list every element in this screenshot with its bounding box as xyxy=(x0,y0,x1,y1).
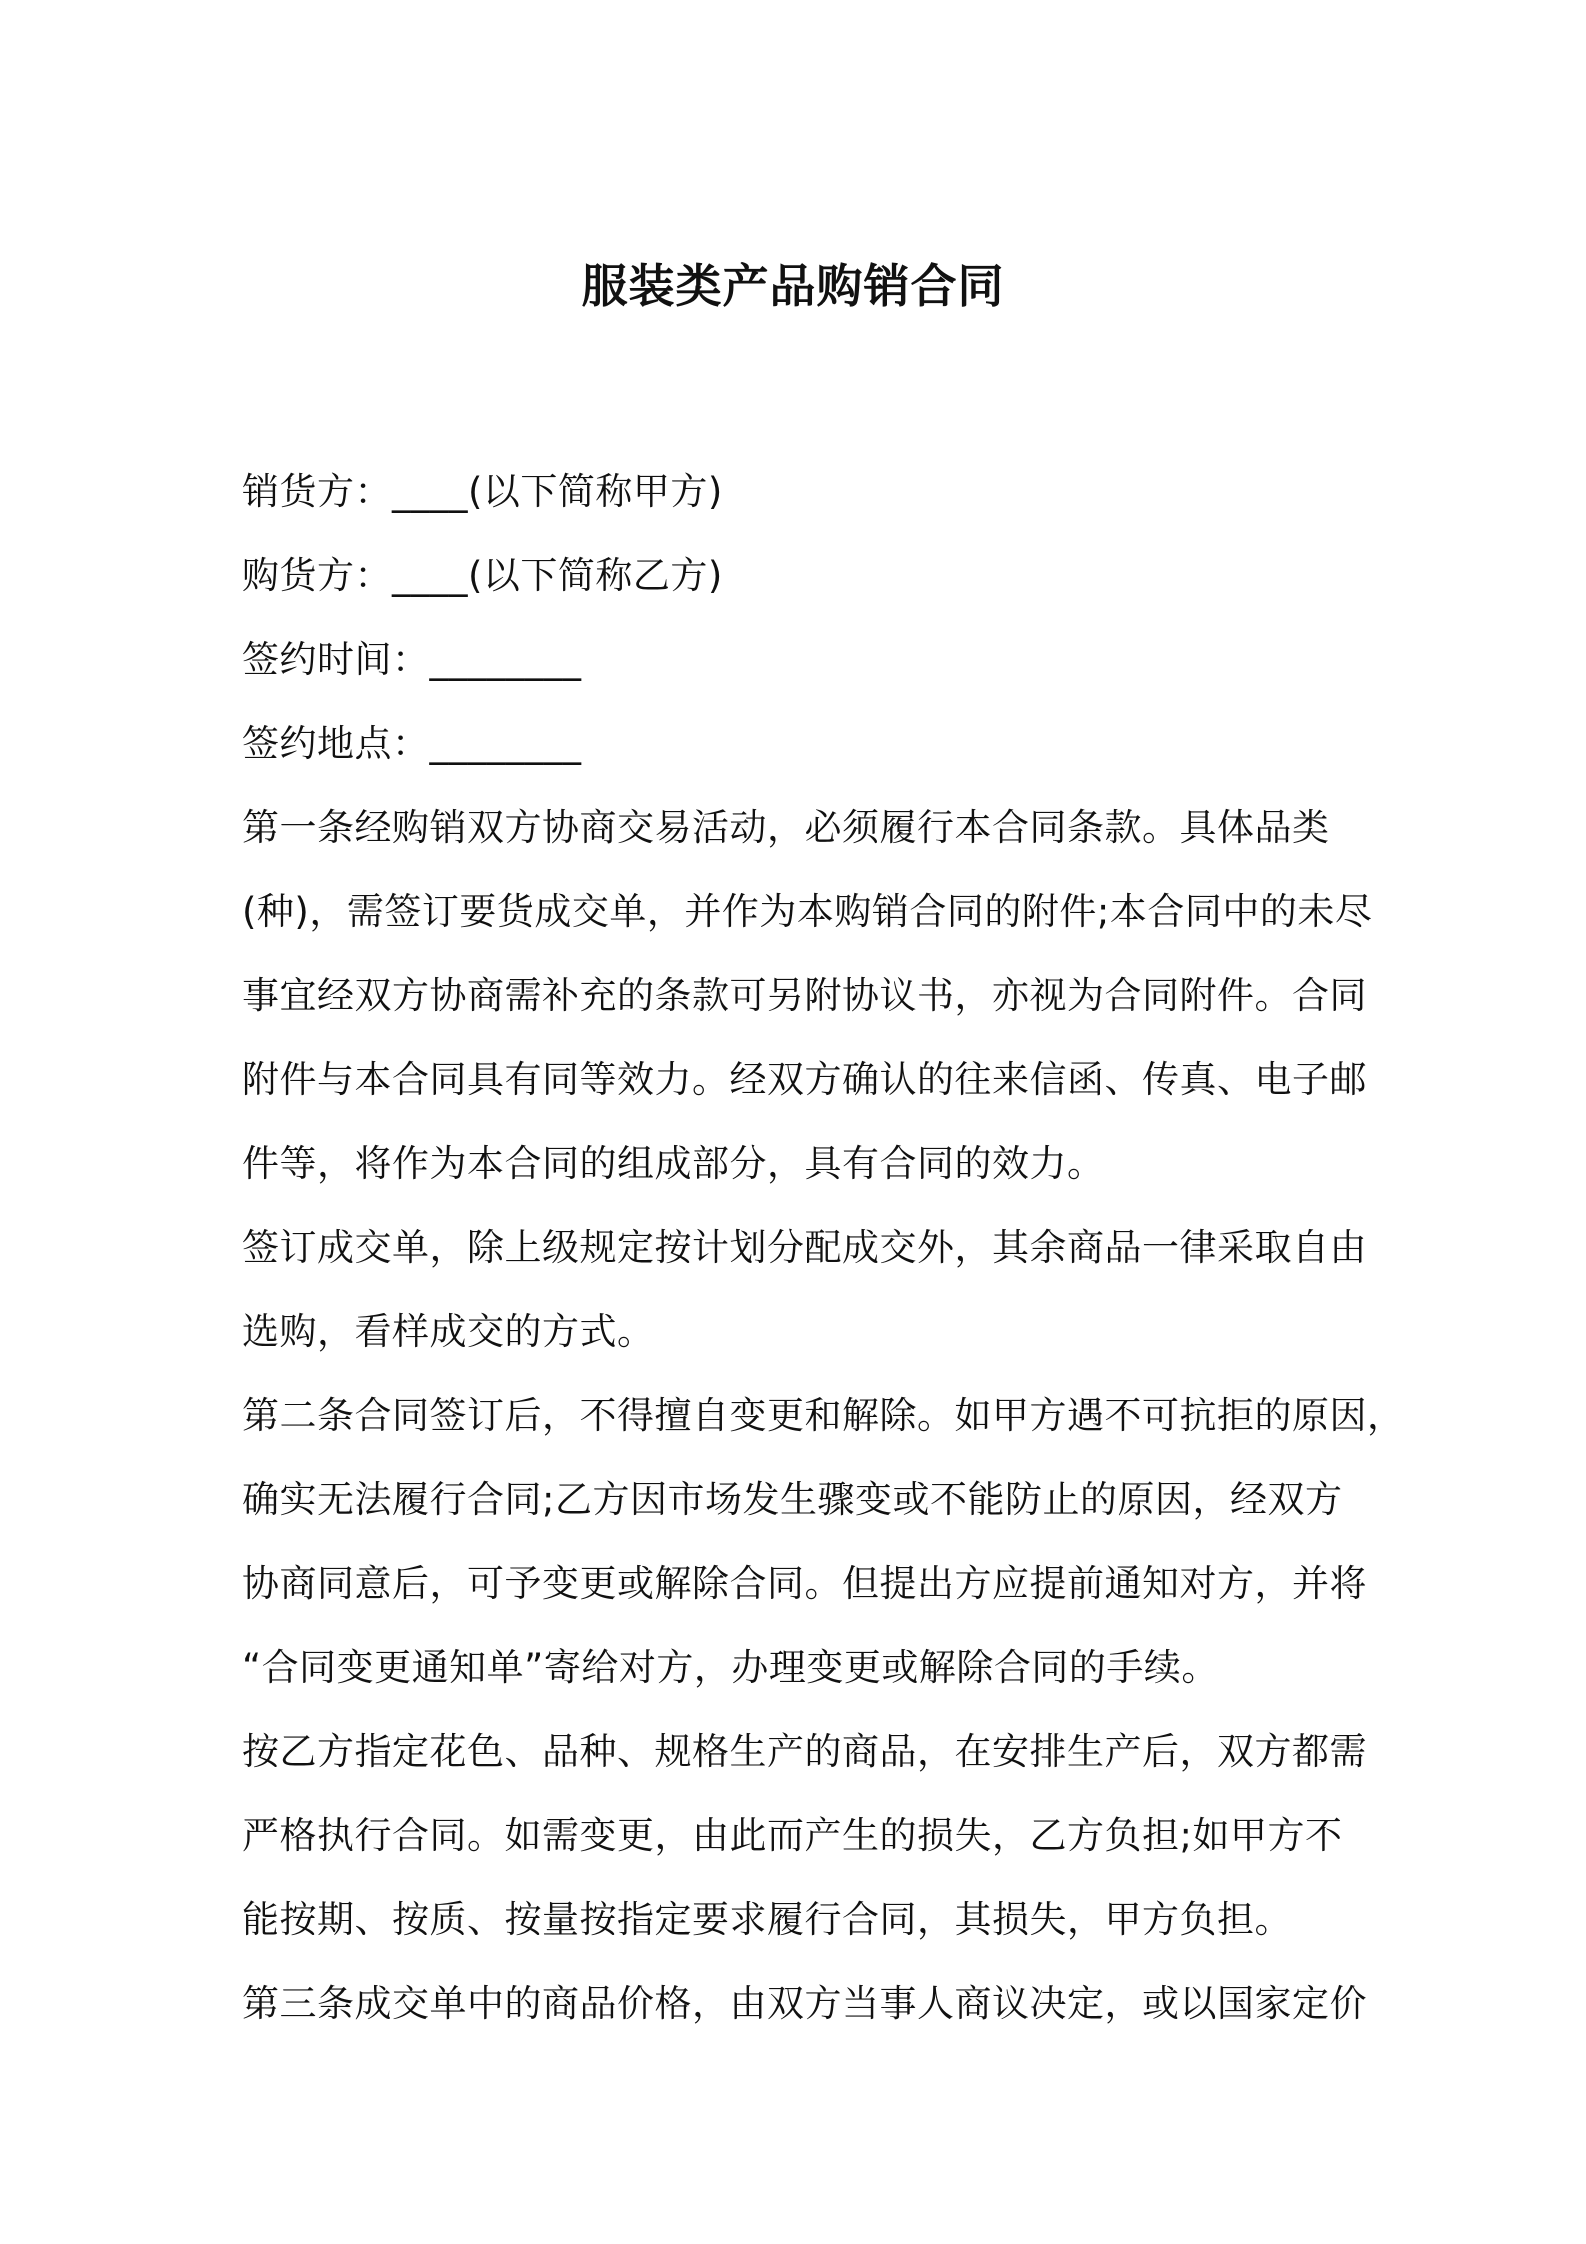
text-line: 协商同意后，可予变更或解除合同。但提出方应提前通知对方，并将 xyxy=(242,1562,1367,1605)
text-line: “合同变更通知单”寄给对方，办理变更或解除合同的手续。 xyxy=(242,1646,1219,1689)
text-line: 附件与本合同具有同等效力。经双方确认的往来信函、传真、电子邮 xyxy=(242,1058,1367,1101)
text-line: 能按期、按质、按量按指定要求履行合同，其损失，甲方负担。 xyxy=(242,1898,1292,1941)
text-line: 事宜经双方协商需补充的条款可另附协议书，亦视为合同附件。合同 xyxy=(242,974,1367,1017)
text-line: 件等，将作为本合同的组成部分，具有合同的效力。 xyxy=(242,1142,1105,1185)
text-line: 选购，看样成交的方式。 xyxy=(242,1310,655,1353)
buyer-line: 购货方：____(以下简称乙方) xyxy=(242,554,723,597)
signing-place-line: 签约地点：________ xyxy=(242,722,582,765)
text-line: 第三条成交单中的商品价格，由双方当事人商议决定，或以国家定价 xyxy=(242,1982,1367,2025)
signing-time-line: 签约时间：________ xyxy=(242,638,582,681)
text-line: 第一条经购销双方协商交易活动，必须履行本合同条款。具体品类 xyxy=(242,806,1330,849)
seller-line: 销货方：____(以下简称甲方) xyxy=(242,470,723,513)
text-line: (种)，需签订要货成交单，并作为本购销合同的附件;本合同中的未尽 xyxy=(242,890,1373,933)
document-body xyxy=(242,450,1405,2046)
document-title: 服装类产品购销合同 xyxy=(581,259,1005,313)
text-line: 确实无法履行合同;乙方因市场发生骤变或不能防止的原因，经双方 xyxy=(242,1478,1343,1521)
text-line: 严格执行合同。如需变更，由此而产生的损失，乙方负担;如甲方不 xyxy=(242,1814,1343,1857)
text-line: 签订成交单，除上级规定按计划分配成交外，其余商品一律采取自由 xyxy=(242,1226,1367,1269)
text-line: 按乙方指定花色、品种、规格生产的商品，在安排生产后，双方都需 xyxy=(242,1730,1367,1773)
text-line: 第二条合同签订后，不得擅自变更和解除。如甲方遇不可抗拒的原因， xyxy=(242,1394,1405,1437)
